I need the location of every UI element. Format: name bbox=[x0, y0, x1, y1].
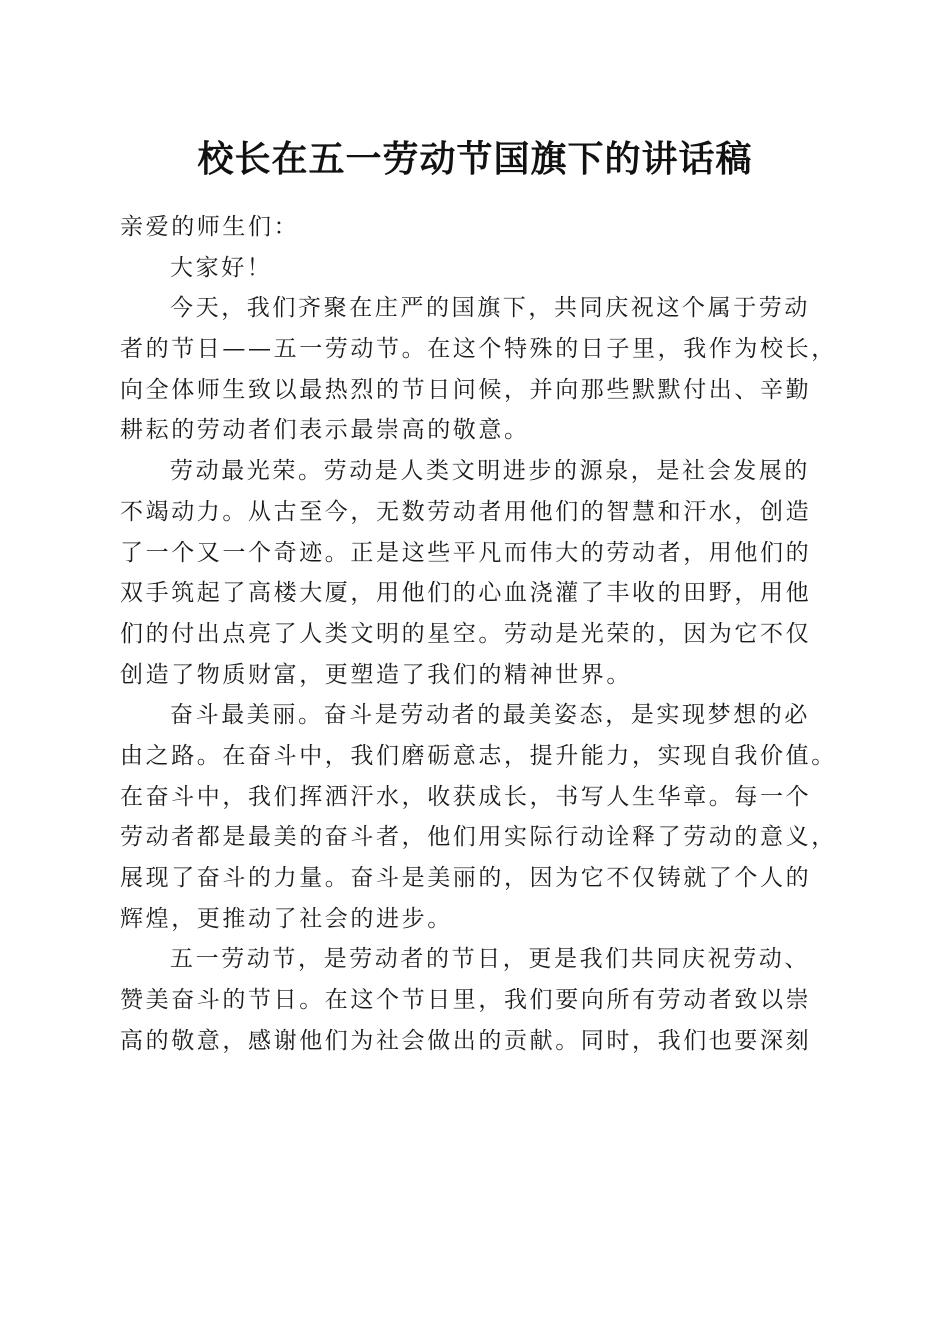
text-line: 展现了奋斗的力量。奋斗是美丽的，因为它不仅铸就了个人的 bbox=[120, 865, 812, 891]
text-line: 赞美奋斗的节日。在这个节日里，我们要向所有劳动者致以崇 bbox=[120, 987, 812, 1014]
text-line: 由之路。在奋斗中，我们磨砺意志，提升能力，实现自我价值。 bbox=[120, 742, 837, 769]
text-line: 劳动者都是最美的奋斗者，他们用实际行动诠释了劳动的意义， bbox=[120, 824, 837, 851]
text-line: 双手筑起了高楼大厦，用他们的心血浇灌了丰收的田野，用他 bbox=[120, 580, 812, 607]
text-line: 向全体师生致以最热烈的节日问候，并向那些默默付出、辛勤 bbox=[120, 376, 812, 403]
text-line: 五一劳动节，是劳动者的节日，更是我们共同庆祝劳动、 bbox=[170, 946, 810, 973]
text-line: 不竭动力。从古至今，无数劳动者用他们的智慧和汗水，创造 bbox=[120, 498, 812, 525]
text-line: 耕耘的劳动者们表示最崇高的敬意。 bbox=[120, 417, 530, 444]
text-line: 今天，我们齐聚在庄严的国旗下，共同庆祝这个属于劳动 bbox=[170, 295, 810, 322]
document-body bbox=[120, 207, 837, 1061]
text-line: 奋斗最美丽。奋斗是劳动者的最美姿态，是实现梦想的必 bbox=[170, 702, 810, 729]
text-line: 高的敬意，感谢他们为社会做出的贡献。同时，我们也要深刻 bbox=[120, 1027, 812, 1054]
text-line: 们的付出点亮了人类文明的星空。劳动是光荣的，因为它不仅 bbox=[120, 620, 812, 647]
text-line: 者的节日——五一劳动节。在这个特殊的日子里，我作为校长， bbox=[120, 336, 837, 363]
text-line: 创造了物质财富，更塑造了我们的精神世界。 bbox=[120, 661, 632, 688]
text-line: 大家好！ bbox=[170, 254, 273, 281]
text-line: 劳动最光荣。劳动是人类文明进步的源泉，是社会发展的 bbox=[170, 458, 810, 485]
text-line: 亲爱的师生们： bbox=[120, 214, 300, 240]
text-line: 辉煌，更推动了社会的进步。 bbox=[120, 905, 453, 932]
document-title: 校长在五一劳动节国旗下的讲话稿 bbox=[197, 138, 753, 180]
text-line: 了一个又一个奇迹。正是这些平凡而伟大的劳动者，用他们的 bbox=[120, 539, 812, 566]
text-line: 在奋斗中，我们挥洒汗水，收获成长，书写人生华章。每一个 bbox=[120, 783, 812, 810]
